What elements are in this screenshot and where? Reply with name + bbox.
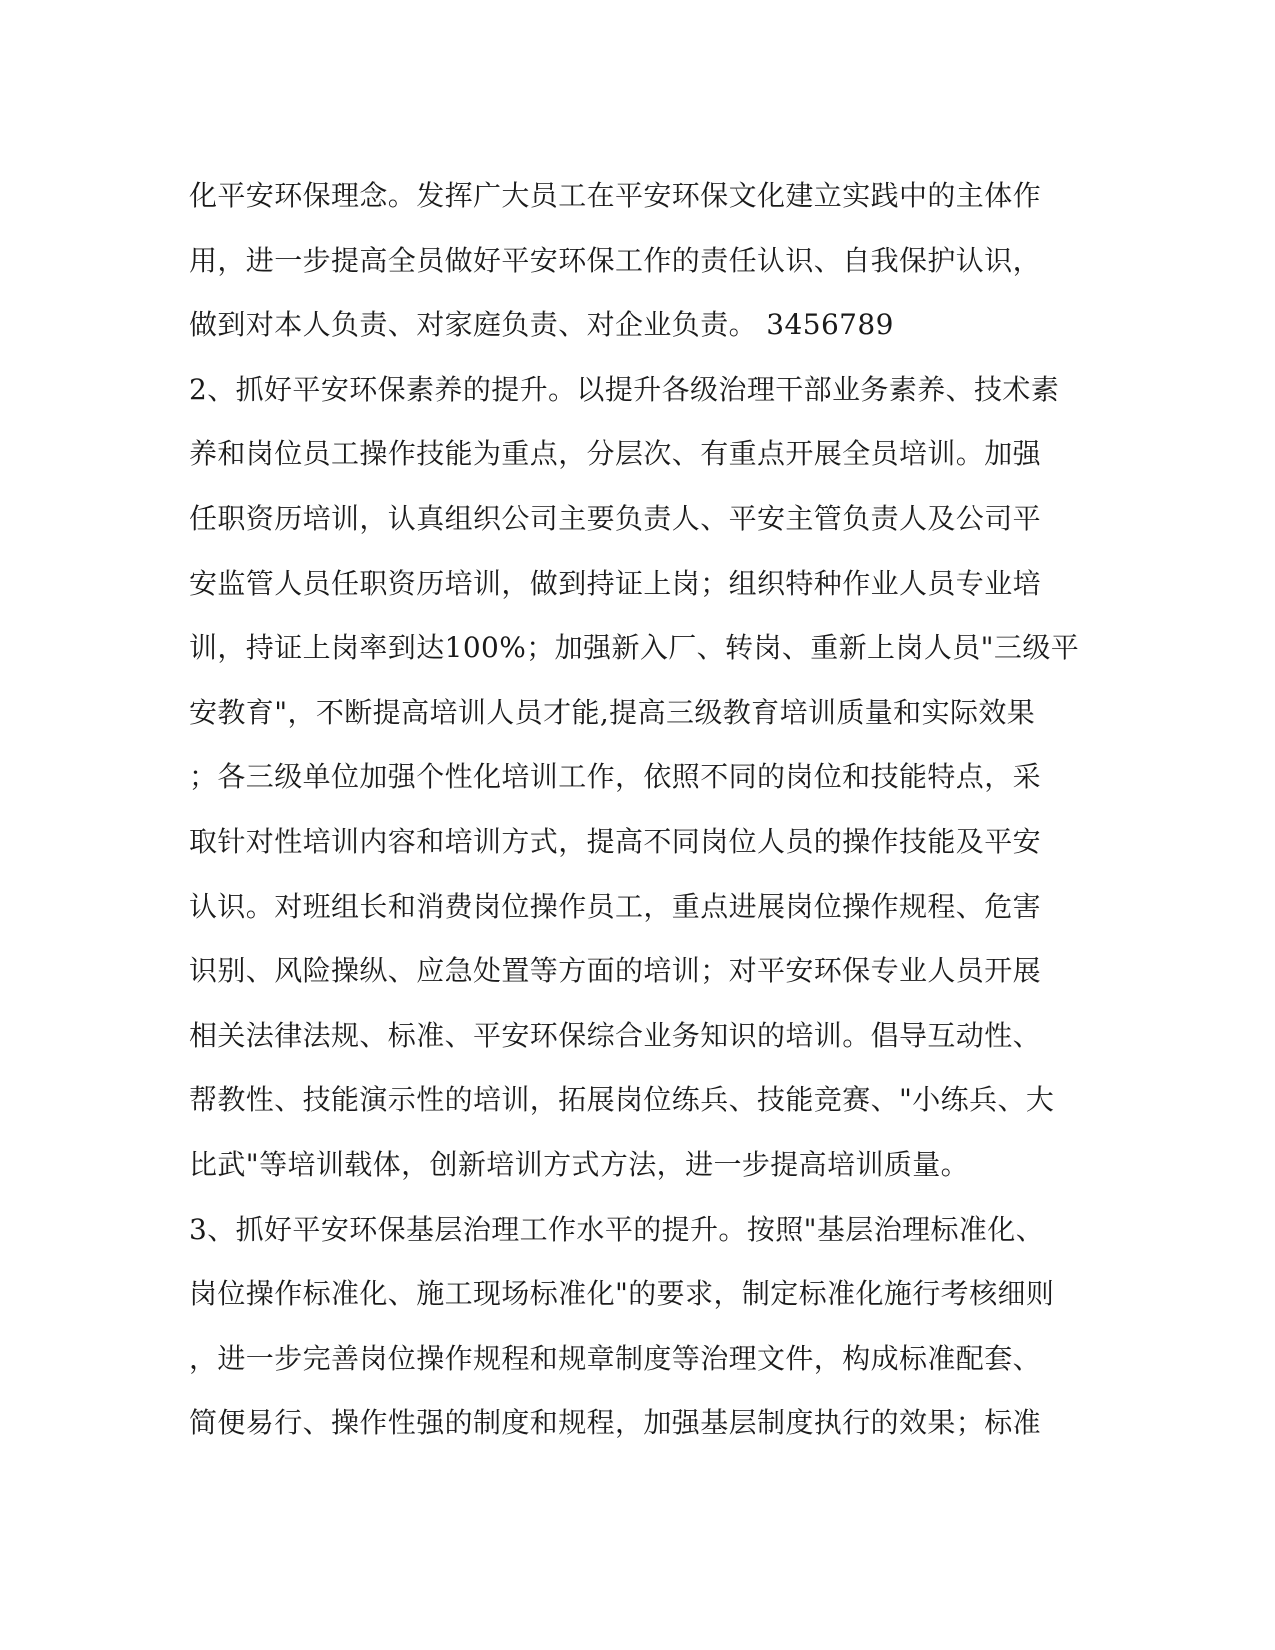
text-line: 安教育"，不断提高培训人员才能,提高三级教育培训质量和实际效果 <box>189 695 1036 729</box>
text-line: ；各三级单位加强个性化培训工作，依照不同的岗位和技能特点，采 <box>189 760 1042 794</box>
text-line: 岗位操作标准化、施工现场标准化"的要求，制定标准化施行考核细则 <box>189 1277 1055 1311</box>
text-line: 2、抓好平安环保素养的提升。以提升各级治理干部业务素养、技术素 <box>189 372 1060 406</box>
body-text <box>189 164 1089 1456</box>
text-line: 任职资历培训，认真组织公司主要负责人、平安主管负责人及公司平 <box>189 501 1042 535</box>
text-line: 识别、风险操纵、应急处置等方面的培训；对平安环保专业人员开展 <box>189 954 1042 988</box>
text-line: 安监管人员任职资历培训，做到持证上岗；组织特种作业人员专业培 <box>189 566 1042 600</box>
text-line: 比武"等培训载体，创新培训方式方法，进一步提高培训质量。 <box>189 1147 970 1181</box>
text-line: 认识。对班组长和消费岗位操作员工，重点进展岗位操作规程、危害 <box>189 889 1042 923</box>
text-line: 养和岗位员工操作技能为重点，分层次、有重点开展全员培训。加强 <box>189 437 1042 471</box>
text-line: 化平安环保理念。发挥广大员工在平安环保文化建立实践中的主体作 <box>189 179 1042 212</box>
text-line: 用，进一步提高全员做好平安环保工作的责任认识、自我保护认识， <box>189 243 1042 277</box>
text-line: 做到对本人负责、对家庭负责、对企业负责。 3456789 <box>189 308 894 342</box>
text-line: 简便易行、操作性强的制度和规程，加强基层制度执行的效果；标准 <box>189 1406 1042 1440</box>
text-line: 相关法律法规、标准、平安环保综合业务知识的培训。倡导互动性、 <box>189 1018 1042 1052</box>
text-line: 3、抓好平安环保基层治理工作水平的提升。按照"基层治理标准化、 <box>189 1212 1045 1246</box>
text-line: 训，持证上岗率到达100%；加强新入厂、转岗、重新上岗人员"三级平 <box>189 631 1080 665</box>
text-line: 帮教性、技能演示性的培训，拓展岗位练兵、技能竞赛、"小练兵、大 <box>189 1083 1055 1117</box>
text-line: 取针对性培训内容和培训方式，提高不同岗位人员的操作技能及平安 <box>189 824 1042 858</box>
text-line: ，进一步完善岗位操作规程和规章制度等治理文件，构成标准配套、 <box>189 1341 1042 1375</box>
